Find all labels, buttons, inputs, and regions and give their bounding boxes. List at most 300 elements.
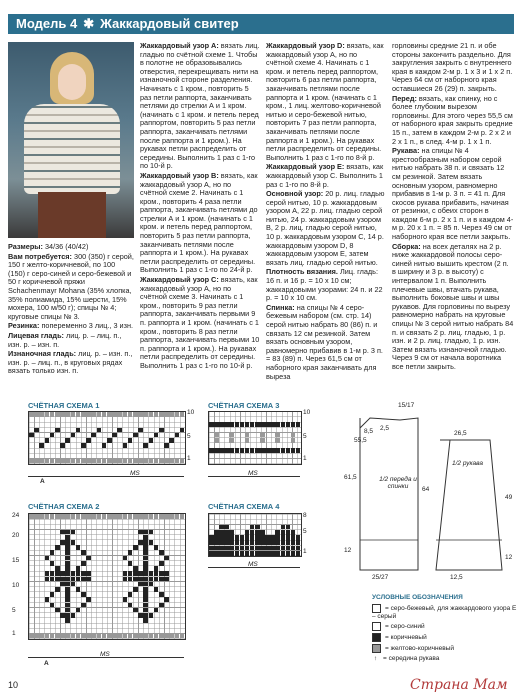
chart-cell xyxy=(34,412,39,417)
scheme-3-tick-5: 5 xyxy=(303,433,307,440)
page-number: 10 xyxy=(8,680,19,690)
chart-cell xyxy=(91,412,96,417)
chart-cell xyxy=(34,634,39,639)
chart-cell xyxy=(265,546,270,551)
chart-cell xyxy=(296,546,301,551)
chart-cell xyxy=(229,433,234,438)
chart-cell xyxy=(97,634,102,639)
scheme-3-title: СЧЁТНАЯ СХЕМА 3 xyxy=(208,401,280,410)
chart-cell xyxy=(133,514,138,519)
chart-cell xyxy=(138,613,143,618)
chart-cell xyxy=(164,556,169,561)
chart-cell xyxy=(169,459,174,464)
chart-cell xyxy=(164,571,169,576)
dim-12: 12 xyxy=(344,547,352,554)
chart-cell xyxy=(138,571,143,576)
chart-cell xyxy=(91,634,96,639)
chart-cell xyxy=(128,561,133,566)
chart-cell xyxy=(60,540,65,545)
chart-cell xyxy=(291,530,296,535)
chart-cell xyxy=(133,571,138,576)
chart-cell xyxy=(291,546,296,551)
chart-cell xyxy=(50,603,55,608)
scheme-2-ms: MS xyxy=(100,651,110,658)
chart-cell xyxy=(143,587,148,592)
chart-cell xyxy=(128,514,133,519)
chart-cell xyxy=(102,443,107,448)
chart-cell xyxy=(107,412,112,417)
model-title: Жаккардовый свитер xyxy=(100,16,239,31)
chart-cell xyxy=(76,514,81,519)
chart-cell xyxy=(117,514,122,519)
front-label: Перед: xyxy=(392,93,417,103)
chart-cell xyxy=(65,592,70,597)
chart-cell xyxy=(55,634,60,639)
chart-cell xyxy=(123,597,128,602)
chart-cell xyxy=(224,546,229,551)
chart-cell xyxy=(143,530,148,535)
chart-cell xyxy=(50,592,55,597)
chart-cell xyxy=(209,551,214,556)
chart-cell xyxy=(112,433,117,438)
chart-cell xyxy=(250,448,255,453)
chart-cell xyxy=(149,577,154,582)
stockinette-text: лиц. р. – лиц. п., изн. р. – изн. п. xyxy=(8,330,122,349)
chart-cell xyxy=(154,433,159,438)
chart-cell xyxy=(154,566,159,571)
model-photo xyxy=(8,42,134,238)
chart-cell xyxy=(117,412,122,417)
scheme-4-tick-8: 8 xyxy=(303,512,307,519)
chart-cell xyxy=(71,514,76,519)
chart-cell xyxy=(260,551,265,556)
scheme-2-tick-10: 10 xyxy=(12,582,20,589)
chart-cell xyxy=(214,546,219,551)
chart-cell xyxy=(154,587,159,592)
chart-cell xyxy=(133,433,138,438)
chart-cell xyxy=(270,551,275,556)
chart-cell xyxy=(138,530,143,535)
chart-cell xyxy=(143,514,148,519)
chart-cell xyxy=(270,546,275,551)
chart-cell xyxy=(65,438,70,443)
chart-cell xyxy=(275,422,280,427)
chart-cell xyxy=(281,551,286,556)
chart-cell xyxy=(71,412,76,417)
chart-cell xyxy=(169,514,174,519)
chart-cell xyxy=(138,459,143,464)
scheme-2-tick-24: 24 xyxy=(12,512,20,519)
instructions-column-2 xyxy=(140,42,260,372)
chart-cell xyxy=(291,551,296,556)
chart-cell xyxy=(86,556,91,561)
chart-cell xyxy=(45,438,50,443)
chart-cell xyxy=(55,428,60,433)
chart-cell xyxy=(29,412,34,417)
chart-cell xyxy=(97,428,102,433)
chart-cell xyxy=(81,412,86,417)
chart-cell xyxy=(76,545,81,550)
chart-cell xyxy=(164,443,169,448)
chart-cell xyxy=(159,412,164,417)
chart-cell xyxy=(143,459,148,464)
chart-cell xyxy=(60,530,65,535)
scheme-4-ms-line xyxy=(208,567,300,568)
chart-cell xyxy=(250,546,255,551)
chart-cell xyxy=(149,514,154,519)
chart-cell xyxy=(50,459,55,464)
materials-label: Вам потребуется: xyxy=(8,251,72,261)
main-pattern-text: 20 р. лиц. гладью серой нитью, 10 р. жаккардовым узором А, 22 р. лиц. гладью серой нитью, 24 р. жаккардовым узором B, 2 р. лиц. гладью серой нитью, 10 р. жаккардовым узором С, 14 р. жаккардовым узором D, 8 жаккардовым узором Е, затем вязать лиц. гладью серой нитью. xyxy=(266,189,385,267)
scheme-3-ms: MS xyxy=(248,470,258,477)
chart-cell xyxy=(224,551,229,556)
chart-cell xyxy=(291,540,296,545)
chart-cell xyxy=(81,550,86,555)
chart-cell xyxy=(149,634,154,639)
scheme-1-grid xyxy=(28,411,186,465)
legend-item-yellow-brown: = желтово-коричневый xyxy=(385,645,454,653)
chart-cell xyxy=(143,571,148,576)
chart-cell xyxy=(255,535,260,540)
chart-cell xyxy=(169,634,174,639)
chart-cell xyxy=(214,535,219,540)
chart-cell xyxy=(245,438,250,443)
chart-cell xyxy=(281,546,286,551)
chart-cell xyxy=(50,550,55,555)
chart-cell xyxy=(138,582,143,587)
front-back-label: 1/2 переда и спинки xyxy=(379,476,417,490)
chart-cell xyxy=(102,634,107,639)
dim-15-17: 15/17 xyxy=(398,402,415,409)
chart-cell xyxy=(245,530,250,535)
chart-cell xyxy=(60,577,65,582)
chart-cell xyxy=(65,556,70,561)
scheme-2-tick-5: 5 xyxy=(12,607,16,614)
chart-cell xyxy=(65,603,70,608)
legend-swatch-blue xyxy=(372,622,381,631)
chart-cell xyxy=(260,546,265,551)
chart-cell xyxy=(260,433,265,438)
chart-cell xyxy=(154,608,159,613)
chart-cell xyxy=(260,530,265,535)
chart-cell xyxy=(71,530,76,535)
chart-cell xyxy=(143,535,148,540)
chart-cell xyxy=(240,535,245,540)
chart-cell xyxy=(65,577,70,582)
chart-cell xyxy=(60,443,65,448)
scheme-1-title: СЧЁТНАЯ СХЕМА 1 xyxy=(28,401,100,410)
chart-cell xyxy=(286,422,291,427)
chart-cell xyxy=(286,535,291,540)
chart-cell xyxy=(275,535,280,540)
chart-cell xyxy=(296,551,301,556)
chart-cell xyxy=(240,551,245,556)
chart-cell xyxy=(128,603,133,608)
chart-cell xyxy=(143,545,148,550)
chart-cell xyxy=(164,459,169,464)
chart-cell xyxy=(138,540,143,545)
chart-cell xyxy=(229,540,234,545)
site-logo: Страна Мам xyxy=(410,677,508,693)
chart-cell xyxy=(60,459,65,464)
chart-cell xyxy=(123,571,128,576)
chart-cell xyxy=(175,412,180,417)
chart-cell xyxy=(81,459,86,464)
chart-cell xyxy=(286,551,291,556)
chart-cell xyxy=(281,540,286,545)
chart-cell xyxy=(255,525,260,530)
sizes-label: Размеры: xyxy=(8,242,43,251)
chart-cell xyxy=(175,433,180,438)
legend-swatch-yellow-brown xyxy=(372,644,381,653)
sleeve-label: 1/2 рукава xyxy=(452,460,484,467)
chart-cell xyxy=(169,412,174,417)
chart-cell xyxy=(81,561,86,566)
chart-cell xyxy=(209,535,214,540)
front-text: вязать, как спинку, но с более глубоким вырезом горловины. Для этого через 55,5 см от наборного края закрыть средние 15 п., затем в каждом 2-м р. 2 х 2 и 2 х 1 п., в след. 4-м р. 1 х 1 п. xyxy=(392,93,513,146)
chart-cell xyxy=(219,525,224,530)
chart-cell xyxy=(112,514,117,519)
chart-cell xyxy=(286,448,291,453)
chart-cell xyxy=(281,535,286,540)
chart-cell xyxy=(143,608,148,613)
chart-cell xyxy=(291,422,296,427)
chart-cell xyxy=(154,577,159,582)
chart-cell xyxy=(229,546,234,551)
rib-label: Резинка: xyxy=(8,321,40,331)
gauge-label: Плотность вязания. xyxy=(266,267,338,277)
chart-cell xyxy=(229,530,234,535)
chart-cell xyxy=(107,438,112,443)
chart-cell xyxy=(50,577,55,582)
chart-cell xyxy=(286,540,291,545)
chart-cell xyxy=(71,540,76,545)
chart-cell xyxy=(123,634,128,639)
chart-cell xyxy=(164,514,169,519)
chart-cell xyxy=(71,571,76,576)
pattern-c-text: вязать, как жаккардовый узор А, но по счётной схеме 3. Начинать с 1 кром., повторить 9 раз петли раппорта, заканчивать первыми 9 п. раппорта и 1 кром. (начинать с 1 кром., повторить 8 раз петли раппорта, заканчивать первыми 10 п. раппорта и 1 кром.). На рукавах петли распределить от середины. Выполнить 1 раз с 1-го по 10-й р. xyxy=(140,275,260,370)
chart-cell xyxy=(265,551,270,556)
chart-cell xyxy=(39,459,44,464)
chart-cell xyxy=(296,535,301,540)
chart-cell xyxy=(180,514,185,519)
scheme-1-tick-5: 5 xyxy=(187,433,191,440)
chart-cell xyxy=(128,634,133,639)
dim-2-5: 2,5 xyxy=(380,425,390,432)
chart-cell xyxy=(143,582,148,587)
chart-cell xyxy=(81,592,86,597)
chart-cell xyxy=(235,535,240,540)
instructions-column-4 xyxy=(392,42,514,373)
chart-cell xyxy=(50,433,55,438)
scheme-1-arrow-a: A xyxy=(40,478,45,485)
chart-cell xyxy=(55,412,60,417)
chart-cell xyxy=(214,448,219,453)
chart-cell xyxy=(65,412,70,417)
legend-item-beige: = серо-бежевый, для жаккардового узора Е – серый xyxy=(372,605,517,620)
dim-12-sleeve: 12 xyxy=(505,554,513,561)
legend-swatch-brown xyxy=(372,633,381,642)
scheme-2-tick-20: 20 xyxy=(12,532,20,539)
chart-cell xyxy=(260,535,265,540)
chart-cell xyxy=(86,514,91,519)
chart-cell xyxy=(55,577,60,582)
chart-cell xyxy=(255,546,260,551)
chart-cell xyxy=(128,571,133,576)
chart-cell xyxy=(65,550,70,555)
chart-cell xyxy=(154,634,159,639)
chart-cell xyxy=(86,597,91,602)
chart-cell xyxy=(281,525,286,530)
chart-cell xyxy=(50,561,55,566)
chart-cell xyxy=(260,540,265,545)
chart-cell xyxy=(76,634,81,639)
chart-cell xyxy=(71,433,76,438)
chart-cell xyxy=(112,634,117,639)
pattern-e-text: вязать, как жаккардовый узор С. Выполнить 1 раз с 1-го по 8-й р. xyxy=(266,162,384,189)
chart-cell xyxy=(65,587,70,592)
chart-cell xyxy=(270,535,275,540)
chart-cell xyxy=(91,433,96,438)
chart-cell xyxy=(286,530,291,535)
chart-cell xyxy=(128,459,133,464)
chart-cell xyxy=(169,438,174,443)
chart-cell xyxy=(117,459,122,464)
chart-cell xyxy=(219,448,224,453)
chart-cell xyxy=(291,535,296,540)
chart-cell xyxy=(65,535,70,540)
chart-cell xyxy=(39,514,44,519)
chart-cell xyxy=(229,535,234,540)
scheme-1-ms: MS xyxy=(130,470,140,477)
chart-cell xyxy=(45,634,50,639)
chart-cell xyxy=(180,459,185,464)
chart-cell xyxy=(60,634,65,639)
sizes-value: 34/36 (40/42) xyxy=(44,242,89,251)
chart-cell xyxy=(240,448,245,453)
chart-cell xyxy=(45,577,50,582)
chart-cell xyxy=(265,535,270,540)
chart-cell xyxy=(143,592,148,597)
chart-cell xyxy=(291,433,296,438)
chart-cell xyxy=(224,530,229,535)
scheme-3-tick-1: 1 xyxy=(303,455,307,462)
chart-cell xyxy=(214,422,219,427)
chart-cell xyxy=(128,550,133,555)
neckline-text: горловины средние 21 п. и обе стороны закончить раздельно. Для закругления закрыть с внутреннего края в каждом 2-м р. 1 х 3 и 1 х 2 п. Через 64 см от наборного края оставшиеся 26 (29) п. закрыть. xyxy=(392,41,513,93)
chart-cell xyxy=(55,459,60,464)
chart-cell xyxy=(123,577,128,582)
chart-cell xyxy=(214,530,219,535)
chart-cell xyxy=(65,597,70,602)
scheme-2-ms-line xyxy=(28,657,184,658)
chart-cell xyxy=(154,412,159,417)
chart-cell xyxy=(143,540,148,545)
scheme-3-tick-10: 10 xyxy=(303,409,311,416)
chart-cell xyxy=(133,459,138,464)
chart-cell xyxy=(65,459,70,464)
chart-cell xyxy=(39,634,44,639)
chart-cell xyxy=(143,556,148,561)
chart-cell xyxy=(60,571,65,576)
chart-cell xyxy=(76,428,81,433)
chart-cell xyxy=(265,422,270,427)
chart-cell xyxy=(275,551,280,556)
chart-cell xyxy=(102,412,107,417)
chart-cell xyxy=(29,514,34,519)
chart-cell xyxy=(275,540,280,545)
chart-cell xyxy=(214,438,219,443)
chart-cell xyxy=(117,634,122,639)
chart-cell xyxy=(281,422,286,427)
chart-cell xyxy=(180,634,185,639)
chart-cell xyxy=(159,428,164,433)
chart-cell xyxy=(138,634,143,639)
star-icon: ✱ xyxy=(83,16,95,31)
chart-cell xyxy=(65,613,70,618)
chart-cell xyxy=(270,448,275,453)
chart-cell xyxy=(86,577,91,582)
scheme-2-tick-15: 15 xyxy=(12,557,20,564)
chart-cell xyxy=(270,540,275,545)
sleeve-center-arrow-icon: ↑ xyxy=(373,655,378,662)
chart-cell xyxy=(159,561,164,566)
dim-49: 49 xyxy=(505,494,513,501)
chart-cell xyxy=(219,551,224,556)
chart-cell xyxy=(86,412,91,417)
scheme-4-tick-5: 5 xyxy=(303,528,307,535)
chart-cell xyxy=(138,428,143,433)
chart-cell xyxy=(81,603,86,608)
chart-cell xyxy=(154,545,159,550)
chart-cell xyxy=(29,433,34,438)
scheme-4-tick-1: 1 xyxy=(303,548,307,555)
chart-cell xyxy=(29,459,34,464)
chart-cell xyxy=(224,540,229,545)
chart-cell xyxy=(60,582,65,587)
chart-cell xyxy=(296,540,301,545)
chart-cell xyxy=(250,540,255,545)
chart-cell xyxy=(255,422,260,427)
chart-cell xyxy=(275,546,280,551)
instructions-column-3 xyxy=(266,42,386,382)
chart-cell xyxy=(39,443,44,448)
chart-cell xyxy=(65,571,70,576)
chart-cell xyxy=(71,634,76,639)
left-column xyxy=(8,243,134,377)
chart-cell xyxy=(65,582,70,587)
chart-cell xyxy=(55,566,60,571)
chart-cell xyxy=(149,613,154,618)
chart-cell xyxy=(240,422,245,427)
chart-cell xyxy=(149,540,154,545)
chart-cell xyxy=(224,422,229,427)
chart-cell xyxy=(143,618,148,623)
chart-cell xyxy=(209,448,214,453)
assembly-label: Сборка: xyxy=(392,241,421,251)
dim-8-5: 8,5 xyxy=(364,428,374,435)
chart-cell xyxy=(296,448,301,453)
main-pattern-label: Основной узор: xyxy=(266,189,324,199)
chart-cell xyxy=(235,546,240,551)
chart-cell xyxy=(235,422,240,427)
chart-cell xyxy=(71,577,76,582)
chart-cell xyxy=(209,422,214,427)
chart-cell xyxy=(229,551,234,556)
pattern-b-label: Жаккардовый узор B: xyxy=(140,170,219,180)
chart-cell xyxy=(55,514,60,519)
chart-cell xyxy=(76,587,81,592)
